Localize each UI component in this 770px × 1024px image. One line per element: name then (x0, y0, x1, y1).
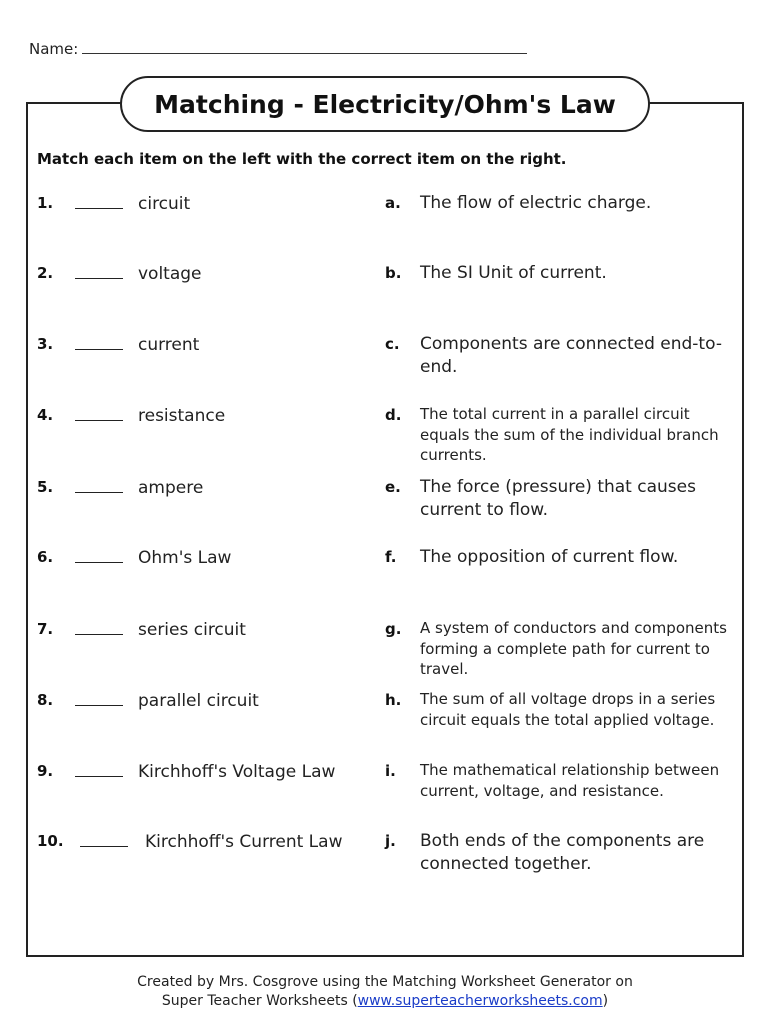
definition: The sum of all voltage drops in a series circuit equals the total applied voltage. (420, 690, 716, 729)
definition: The flow of electric charge. (420, 193, 652, 213)
definition: The mathematical relationship between current, voltage, and resistance. (420, 761, 720, 800)
definition-letter: g. (385, 620, 402, 638)
term: circuit (138, 194, 191, 214)
answer-blank[interactable] (75, 349, 123, 350)
definition: The SI Unit of current. (420, 263, 607, 283)
definition-letter: i. (385, 762, 396, 780)
answer-blank[interactable] (75, 420, 123, 421)
definition-letter: f. (385, 548, 397, 566)
definition: The total current in a parallel circuit equals the sum of the individual branch currents. (420, 405, 719, 464)
definition: The opposition of current flow. (420, 547, 679, 567)
footer-link[interactable]: www.superteacherworksheets.com (357, 993, 603, 1009)
definition: A system of conductors and components forming a complete path for current to travel. (420, 619, 727, 678)
answer-blank[interactable] (75, 278, 123, 279)
answer-blank[interactable] (75, 776, 123, 777)
answer-blank[interactable] (75, 634, 123, 635)
term: Ohm's Law (138, 548, 232, 568)
footer-suffix: ) (602, 993, 609, 1009)
answer-blank[interactable] (75, 562, 123, 563)
term: voltage (138, 264, 202, 284)
definition-letter: j. (385, 832, 396, 850)
item-number: 6. (37, 548, 54, 566)
item-number: 10. (37, 832, 64, 850)
term: parallel circuit (138, 691, 259, 711)
item-number: 5. (37, 478, 54, 496)
item-number: 1. (37, 194, 54, 212)
definition: Both ends of the components are connected together. (420, 831, 705, 874)
answer-blank[interactable] (75, 705, 123, 706)
definition-letter: e. (385, 478, 401, 496)
definition-letter: b. (385, 264, 402, 282)
instructions: Match each item on the left with the correct item on the right. (37, 150, 567, 168)
definition: Components are connected end-to-end. (420, 334, 722, 377)
term: ampere (138, 478, 204, 498)
definition-letter: a. (385, 194, 401, 212)
worksheet-title: Matching - Electricity/Ohm's Law (120, 76, 650, 132)
footer-credit (0, 973, 770, 1011)
definition-letter: h. (385, 691, 402, 709)
name-field (29, 40, 527, 58)
definition: The force (pressure) that causes current to flow. (420, 477, 696, 520)
name-label: Name: (29, 40, 79, 58)
footer-prefix: Super Teacher Worksheets ( (161, 993, 358, 1009)
term: Kirchhoff's Voltage Law (138, 762, 336, 782)
item-number: 4. (37, 406, 54, 424)
worksheet-frame (26, 102, 744, 957)
item-number: 9. (37, 762, 54, 780)
term: resistance (138, 406, 226, 426)
item-number: 2. (37, 264, 54, 282)
term: Kirchhoff's Current Law (145, 832, 343, 852)
item-number: 8. (37, 691, 54, 709)
term: current (138, 335, 200, 355)
answer-blank[interactable] (75, 208, 123, 209)
footer-line-1: Created by Mrs. Cosgrove using the Matching Worksheet Generator on (137, 974, 633, 990)
name-blank[interactable] (82, 41, 527, 54)
answer-blank[interactable] (80, 846, 128, 847)
definition-letter: d. (385, 406, 402, 424)
item-number: 3. (37, 335, 54, 353)
definition-letter: c. (385, 335, 400, 353)
item-number: 7. (37, 620, 54, 638)
footer-line-2 (0, 992, 770, 1011)
answer-blank[interactable] (75, 492, 123, 493)
term: series circuit (138, 620, 246, 640)
